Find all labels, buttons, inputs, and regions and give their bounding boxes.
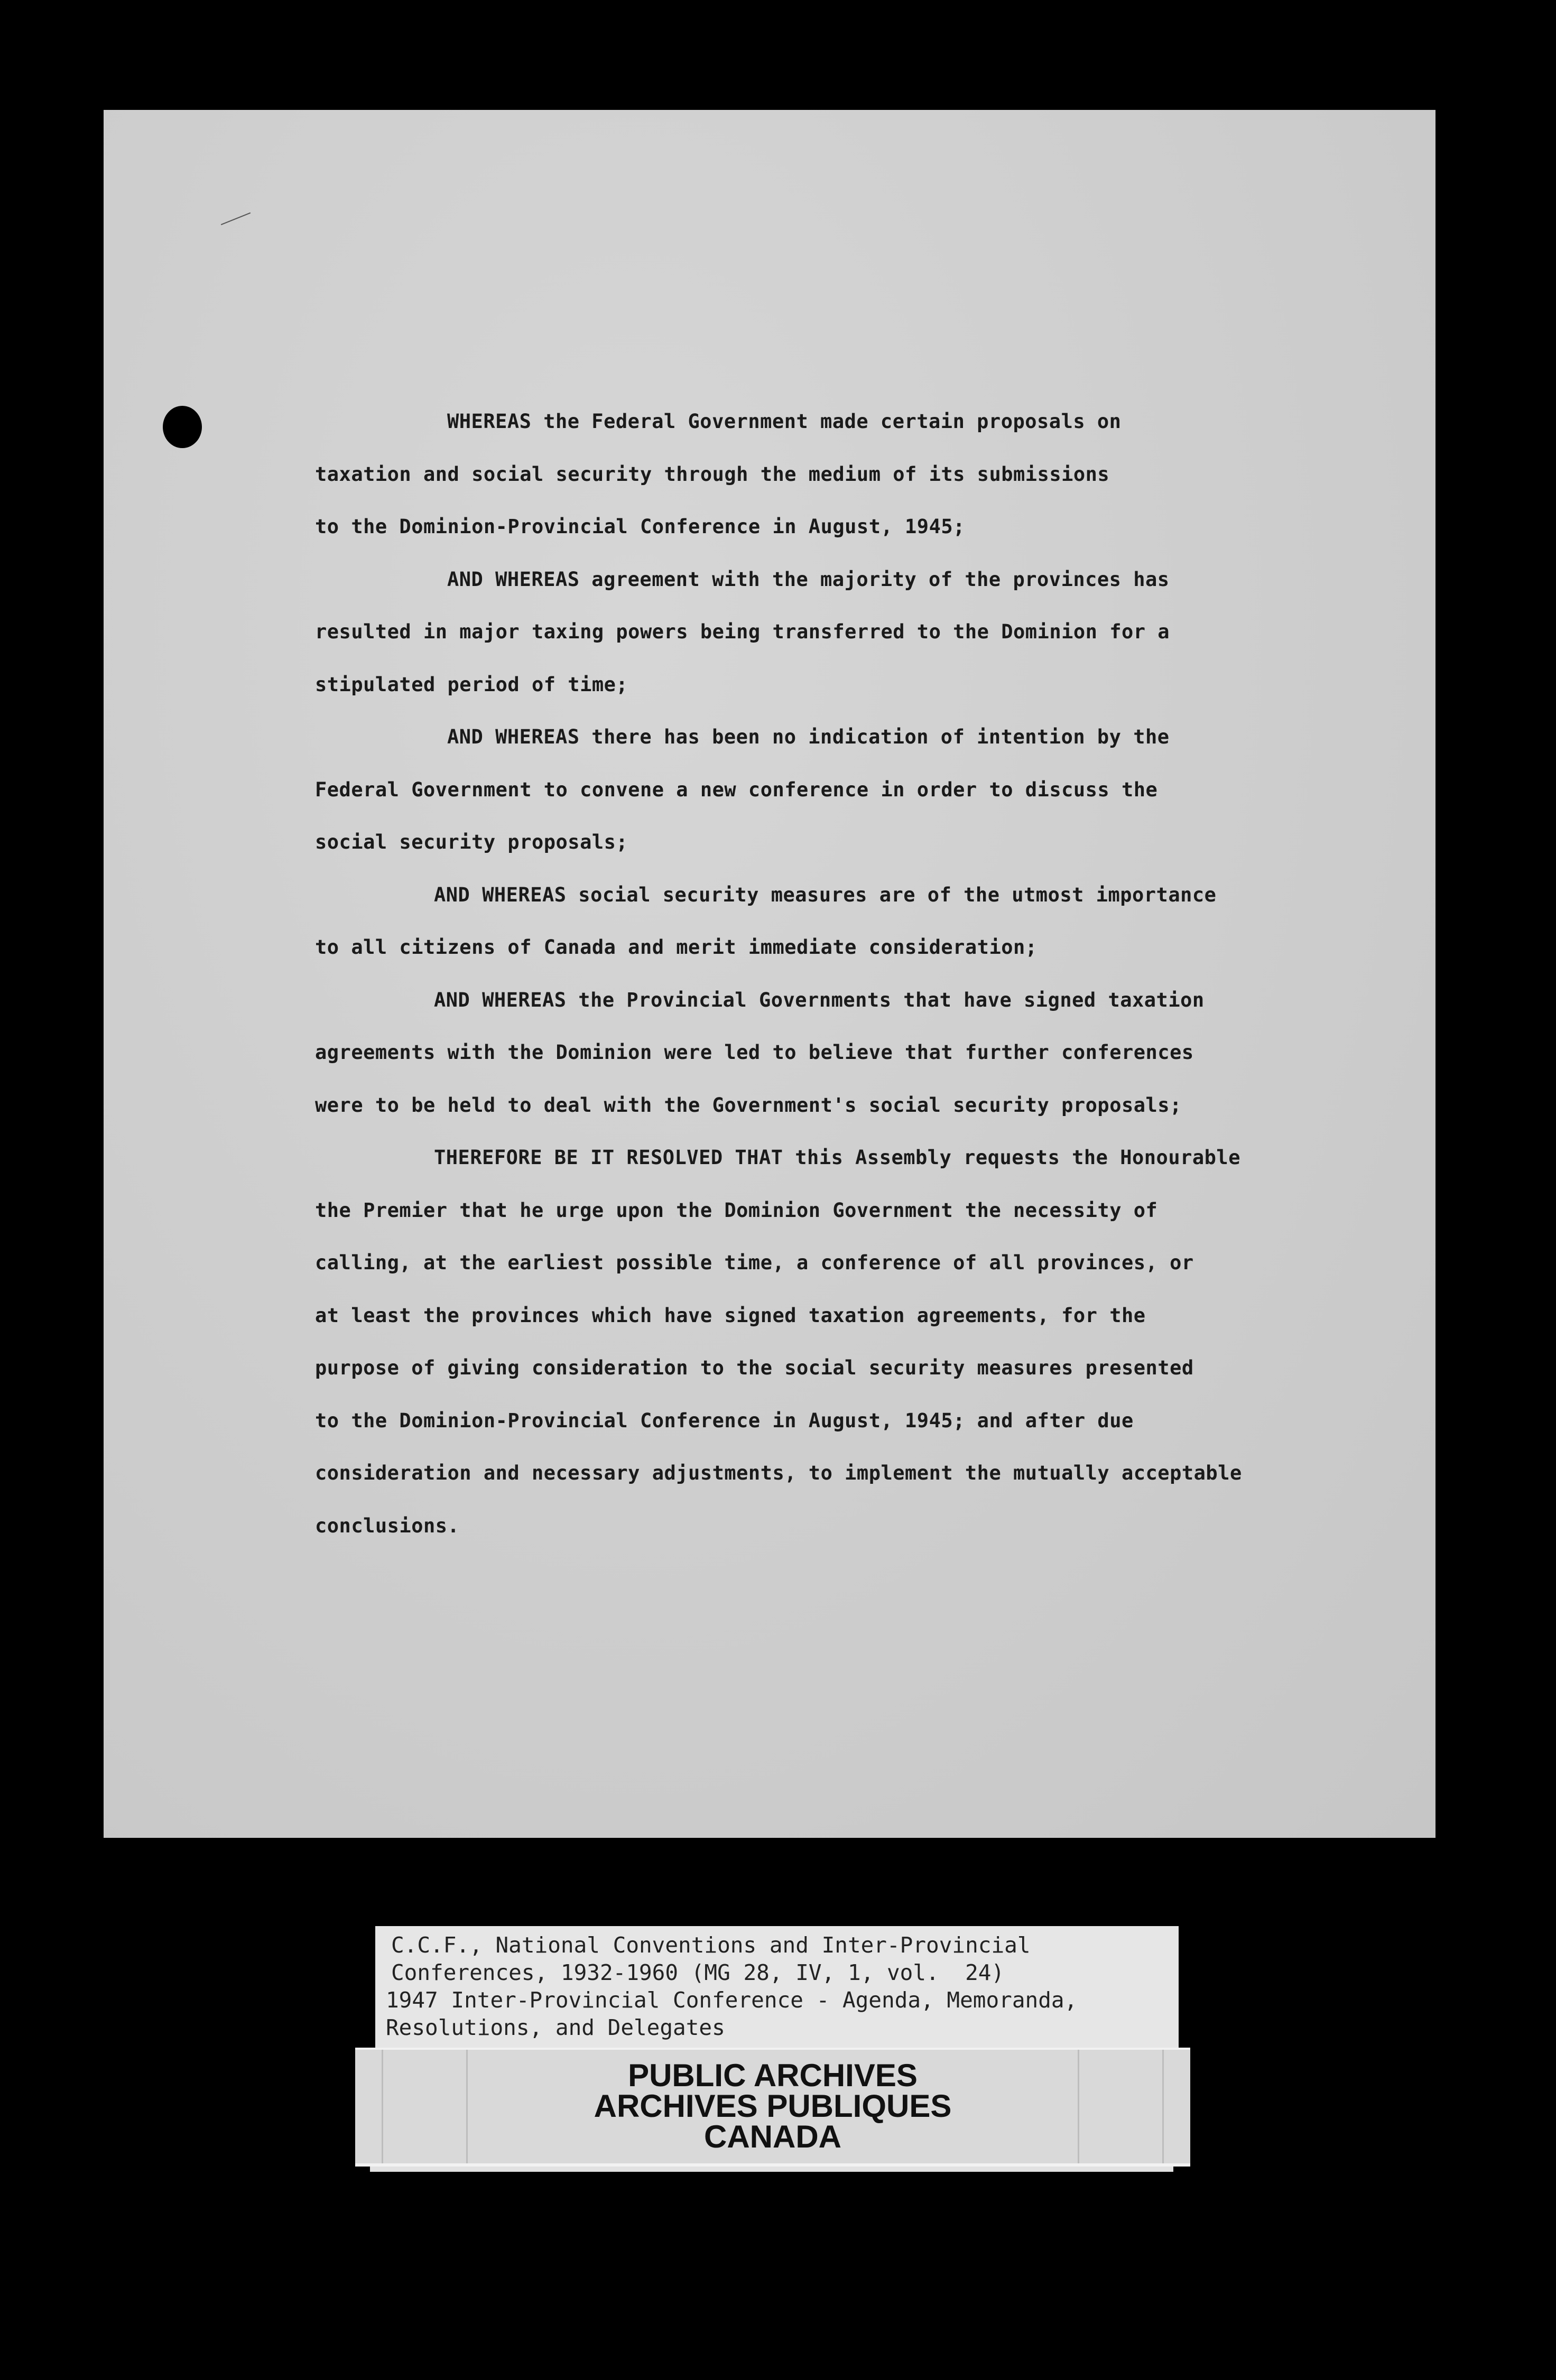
text-line: resulted in major taxing powers being transferred to the Dominion for a: [315, 620, 1170, 643]
paragraph-4: [315, 869, 1398, 974]
text-line: WHEREAS the Federal Government made certain proposals on: [447, 410, 1122, 433]
text-line: calling, at the earliest possible time, a conference of all provinces, or: [315, 1251, 1194, 1274]
text-line: agreements with the Dominion were led to believe that further conferences: [315, 1041, 1194, 1064]
text-line: conclusions.: [315, 1514, 460, 1537]
text-line: AND WHEREAS social security measures are of the utmost importance: [434, 883, 1217, 906]
text-line: to all citizens of Canada and merit immediate consideration;: [315, 936, 1038, 959]
text-line: AND WHEREAS the Provincial Governments that have signed taxation: [434, 988, 1205, 1011]
paragraph-2: [315, 553, 1398, 711]
text-line: at least the provinces which have signed taxation agreements, for the: [315, 1304, 1146, 1327]
document-page: [104, 110, 1435, 1838]
text-line: to the Dominion-Provincial Conference in August, 1945; and after due: [315, 1409, 1134, 1432]
stamp-line-1: PUBLIC ARCHIVES: [628, 2058, 918, 2093]
paragraph-1: [315, 395, 1398, 553]
label-line-3: 1947 Inter-Provincial Conference - Agenda, Memoranda,: [386, 1987, 1078, 2013]
stamp-shadow-strip: [370, 2167, 1173, 2172]
pen-mark: [221, 212, 251, 225]
label-text: [386, 1931, 1078, 2041]
resolution-text: [315, 395, 1398, 1552]
archives-stamp: [355, 2048, 1190, 2167]
text-line: Federal Government to convene a new conference in order to discuss the: [315, 778, 1158, 801]
text-line: the Premier that he urge upon the Dominion Government the necessity of: [315, 1198, 1158, 1222]
paragraph-3: [315, 711, 1398, 869]
paragraph-6: [315, 1131, 1398, 1552]
text-line: stipulated period of time;: [315, 673, 628, 696]
text-line: AND WHEREAS agreement with the majority of the provinces has: [447, 568, 1170, 591]
text-line: were to be held to deal with the Government's social security proposals;: [315, 1093, 1182, 1117]
text-line: consideration and necessary adjustments, to implement the mutually acceptable: [315, 1462, 1242, 1484]
label-line-4: Resolutions, and Delegates: [386, 2015, 725, 2040]
text-line: purpose of giving consideration to the social security measures presented: [315, 1356, 1194, 1379]
archive-reference-label: [375, 1926, 1179, 2050]
text-line: social security proposals;: [315, 831, 628, 853]
text-line: THEREFORE BE IT RESOLVED THAT this Assembly requests the Honourable: [434, 1146, 1240, 1169]
stamp-line-3: CANADA: [704, 2119, 841, 2154]
text-line: AND WHEREAS there has been no indication of intention by the: [447, 726, 1170, 748]
label-line-2: Conferences, 1932-1960 (MG 28, IV, 1, vol. 24): [391, 1960, 1005, 1985]
punch-hole: [163, 406, 202, 448]
paragraph-5: [315, 974, 1398, 1132]
stamp-line-2: ARCHIVES PUBLIQUES: [594, 2088, 952, 2124]
stamp-text: [355, 2060, 1190, 2152]
label-line-1: C.C.F., National Conventions and Inter-Provincial: [391, 1932, 1031, 1958]
text-line: taxation and social security through the medium of its submissions: [315, 462, 1110, 486]
text-line: to the Dominion-Provincial Conference in August, 1945;: [315, 515, 965, 538]
